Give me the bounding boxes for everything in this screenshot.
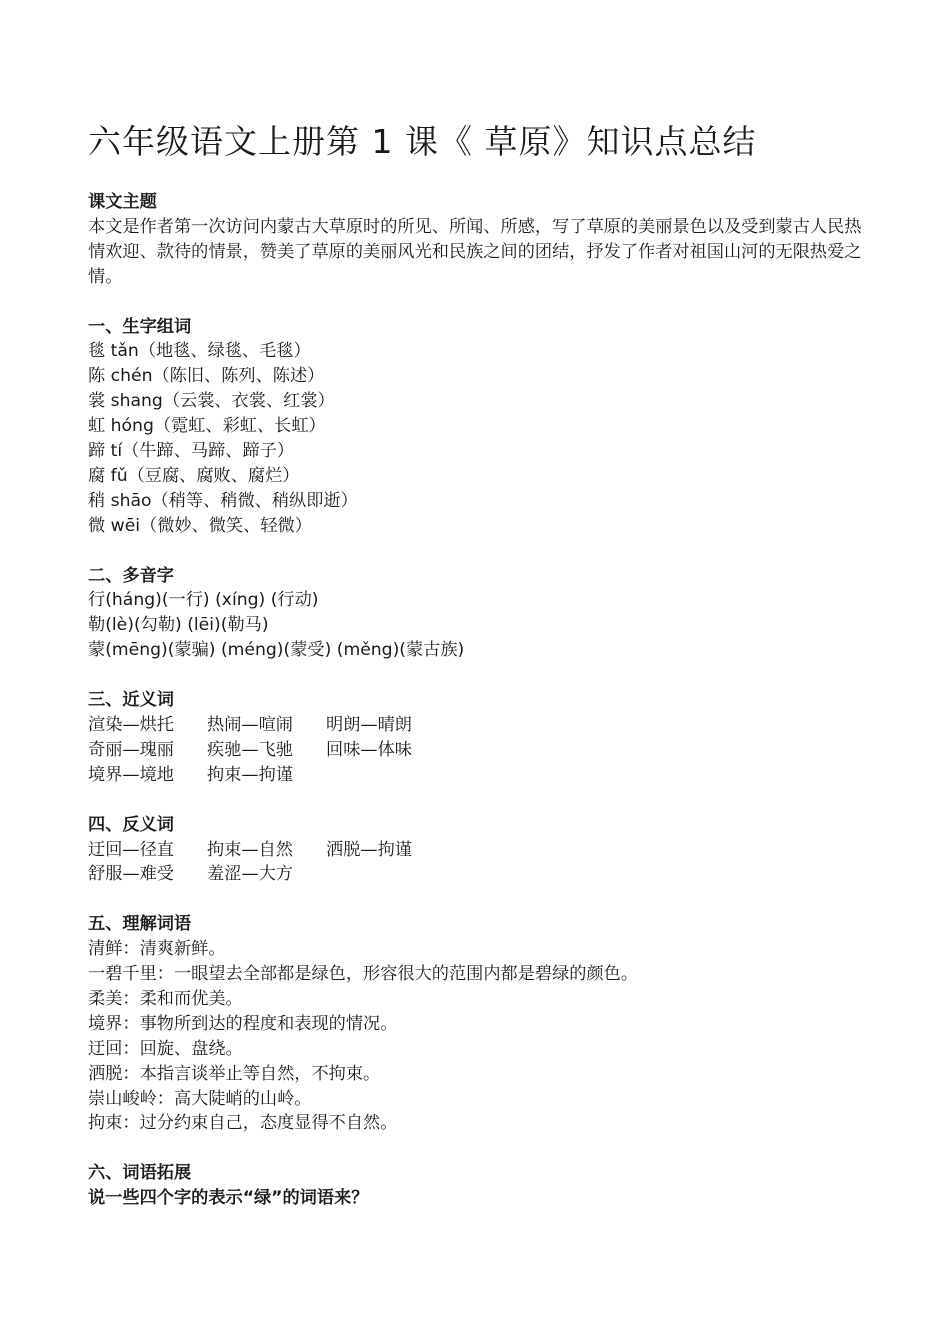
expansion-question: 说一些四个字的表示“绿”的词语来？ [88, 1188, 369, 1209]
list-item: 蹄 tí（牛蹄、马蹄、蹄子） [88, 441, 295, 462]
section-theme [88, 190, 868, 290]
word-pair: 疾驰—飞驰 [207, 739, 293, 760]
definition-item: 一碧千里：一眼望去全部都是绿色，形容很大的范围内都是碧绿的颜色。 [88, 964, 639, 985]
theme-paragraph: 本文是作者第一次访问内蒙古大草原时的所见、所闻、所感，写了草原的美丽景色以及受到蒙古人民热情欢迎、款待的情景，赞美了草原的美丽风光和民族之间的团结，抒发了作者对祖国山河的无限热爱之情。 [88, 216, 862, 287]
word-pair: 回味—体味 [326, 739, 412, 760]
word-pair-row [88, 838, 868, 863]
word-pair: 拘束—拘谨 [207, 764, 293, 785]
section-heading-characters: 一、生字组词 [88, 316, 192, 337]
word-pair: 羞涩—大方 [207, 864, 293, 885]
section-heading-polyphones: 二、多音字 [88, 565, 174, 586]
word-pair: 迂回—径直 [88, 839, 174, 860]
word-pair-row [88, 713, 868, 738]
word-pair: 明朗—晴朗 [326, 714, 412, 735]
page-title: 六年级语文上册第 1 课《 草原》知识点总结 [88, 122, 757, 161]
word-pair: 舒服—难受 [88, 864, 174, 885]
section-polyphones [88, 564, 868, 664]
word-pair: 洒脱—拘谨 [326, 839, 412, 860]
section-heading-theme: 课文主题 [88, 192, 157, 212]
definition-item: 拘束：过分约束自己，态度显得不自然。 [88, 1113, 398, 1134]
document-body [88, 190, 868, 1211]
word-pair: 渲染—烘托 [88, 714, 174, 735]
definition-item: 清鲜：清爽新鲜。 [88, 939, 226, 960]
section-heading-definitions: 五、理解词语 [88, 914, 192, 935]
list-item: 腐 fǔ（豆腐、腐败、腐烂） [88, 465, 300, 486]
list-item: 陈 chén（陈旧、陈列、陈述） [88, 366, 325, 387]
section-heading-antonyms: 四、反义词 [88, 814, 174, 835]
word-pair: 拘束—自然 [207, 839, 293, 860]
section-expansion [88, 1161, 868, 1211]
word-pair: 奇丽—瑰丽 [88, 739, 174, 760]
word-pair: 境界—境地 [88, 764, 174, 785]
section-definitions [88, 912, 868, 1136]
list-item: 蒙(mēng)(蒙骗) (méng)(蒙受) (měng)(蒙古族) [88, 640, 465, 661]
definition-item: 柔美：柔和而优美。 [88, 988, 243, 1009]
word-pair-row [88, 862, 868, 887]
definition-item: 境界：事物所到达的程度和表现的情况。 [88, 1013, 398, 1034]
list-item: 裳 shang（云裳、衣裳、红裳） [88, 391, 335, 412]
section-heading-synonyms: 三、近义词 [88, 690, 174, 711]
list-item: 勒(lè)(勾勒) (lēi)(勒马) [88, 615, 269, 636]
section-heading-expansion: 六、词语拓展 [88, 1163, 192, 1184]
list-item: 稍 shāo（稍等、稍微、稍纵即逝） [88, 490, 358, 511]
section-antonyms [88, 813, 868, 888]
list-item: 虹 hóng（霓虹、彩虹、长虹） [88, 416, 326, 437]
definition-item: 崇山峻岭：高大陡峭的山岭。 [88, 1088, 312, 1109]
section-synonyms [88, 688, 868, 788]
list-item: 微 wēi（微妙、微笑、轻微） [88, 515, 312, 536]
word-pair: 热闹—喧闹 [207, 714, 293, 735]
list-item: 行(háng)(一行) (xíng) (行动) [88, 590, 319, 611]
list-item: 毯 tǎn（地毯、绿毯、毛毯） [88, 341, 311, 362]
definition-item: 迂回：回旋、盘绕。 [88, 1038, 243, 1059]
section-characters [88, 315, 868, 539]
definition-item: 洒脱：本指言谈举止等自然，不拘束。 [88, 1063, 381, 1084]
word-pair-row [88, 763, 868, 788]
word-pair-row [88, 738, 868, 763]
